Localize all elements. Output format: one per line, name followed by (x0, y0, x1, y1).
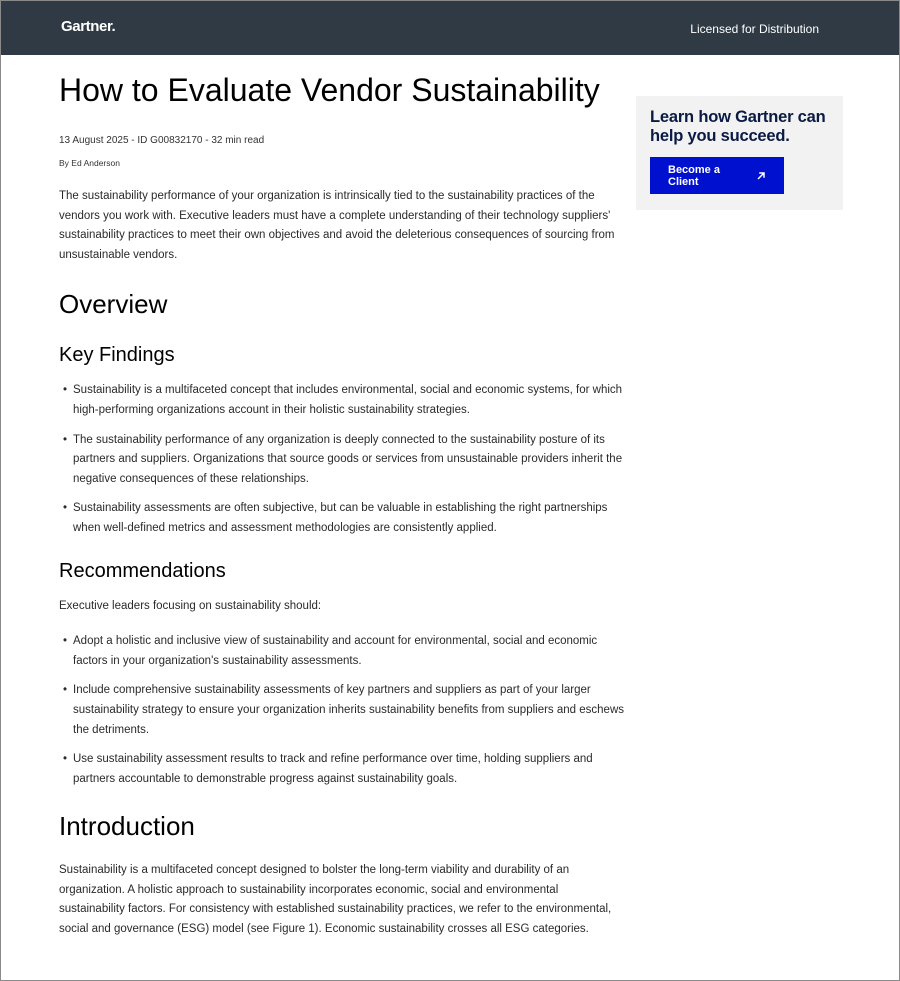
article-lede: The sustainability performance of your organization is intrinsically tied to the sustainability practices of the vendors you work with. Executive leaders must have a complete understanding of their technology suppliers' sustainability practices to meet their own objectives and avoid the deleterious consequences of sourcing from unsustainable vendors. (59, 190, 615, 261)
list-item: • Adopt a holistic and inclusive view of sustainability and account for environmental, social and economic factors in your organization's sustainability assessments. (59, 632, 624, 671)
arrow-up-right-icon (756, 171, 766, 181)
become-client-promo (636, 96, 843, 210)
introduction-text: Sustainability is a multifaceted concept designed to bolster the long-term viability and durability of an organization. A holistic approach to sustainability incorporates economic, social and environmental sustainability factors. For consistency with established sustainability practices, we refer to the environmental, social and governance (ESG) model (see Figure 1). Economic sustainability crosses all ESG categories. (59, 864, 612, 936)
gartner-logo[interactable]: Gartner. (61, 18, 116, 35)
key-findings-list (59, 381, 624, 538)
key-findings-heading: Key Findings (59, 344, 175, 367)
introduction-heading: Introduction (59, 811, 195, 842)
licensed-for-distribution-label: Licensed for Distribution (690, 22, 819, 36)
recommendations-heading: Recommendations (59, 559, 226, 582)
article-author: By Ed Anderson (59, 158, 120, 168)
top-header-bar (1, 1, 899, 55)
article-main (59, 71, 624, 940)
list-item: • Use sustainability assessment results to track and refine performance over time, holding suppliers and partners accountable to demonstrable progress against sustainability goals. (59, 750, 624, 789)
list-item: • The sustainability performance of any organization is deeply connected to the sustainability posture of its partners and suppliers. Organizations that source goods or services from unsustainable providers inherit the negative consequences of these relationships. (59, 431, 624, 490)
list-item: • Sustainability assessments are often subjective, but can be valuable in establishing the right partnerships when well-defined metrics and assessment methodologies are consistently applied. (59, 499, 624, 538)
become-a-client-label: Become a Client (668, 163, 720, 188)
list-item: • Include comprehensive sustainability assessments of key partners and suppliers as part of your larger sustainability strategy to ensure your organization inherits sustainability benefits from suppliers and eschews the detriments. (59, 681, 624, 740)
list-item: • Sustainability is a multifaceted concept that includes environmental, social and economic systems, for which high-performing organizations account in their holistic sustainability strategies. (59, 381, 624, 420)
article-meta: 13 August 2025 - ID G00832170 - 32 min read (59, 135, 265, 146)
recommendations-list (59, 632, 624, 789)
article-title: How to Evaluate Vendor Sustainability (59, 72, 600, 108)
recommendations-intro: Executive leaders focusing on sustainability should: (59, 599, 322, 612)
promo-heading: Learn how Gartner can help you succeed. (650, 108, 826, 145)
overview-heading: Overview (59, 289, 168, 320)
become-a-client-button[interactable] (650, 157, 784, 194)
